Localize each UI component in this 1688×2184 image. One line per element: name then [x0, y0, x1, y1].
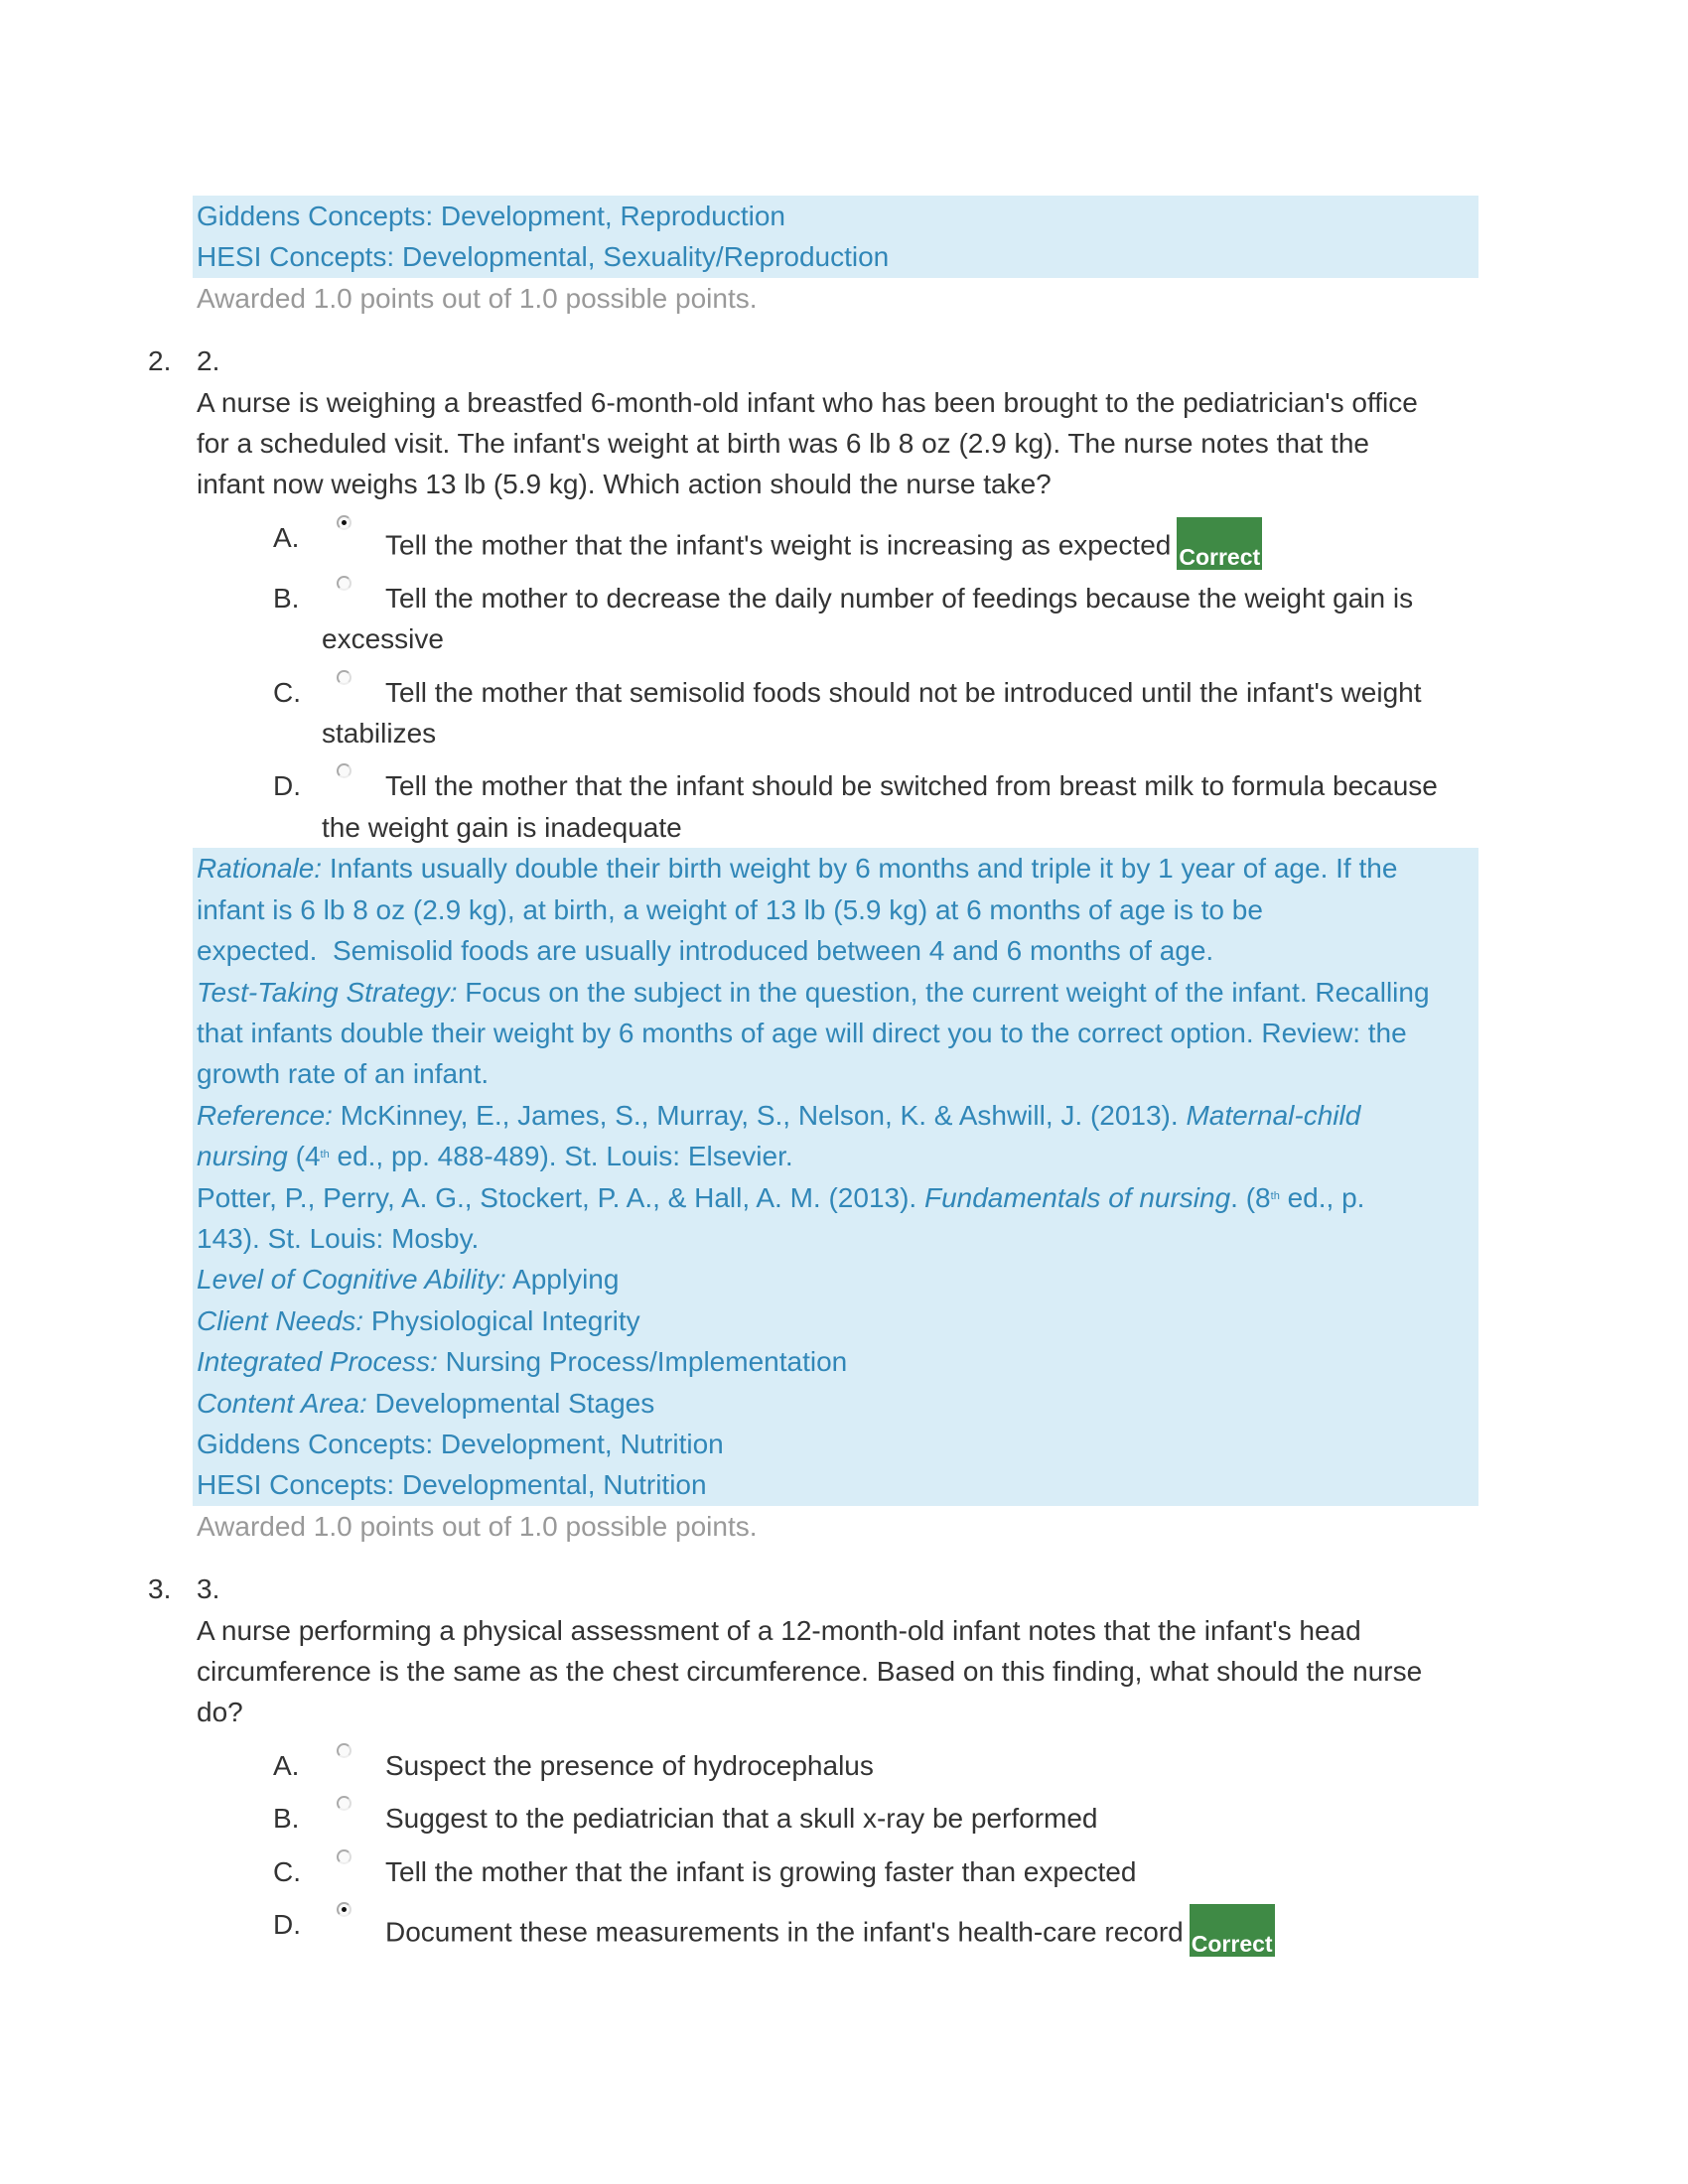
option-text — [322, 672, 1478, 713]
feedback-line — [197, 1095, 1475, 1136]
feedback-line — [197, 1341, 1475, 1382]
correct-badge: Correct — [1177, 517, 1262, 570]
option-letter: A. — [273, 521, 300, 553]
feedback-line — [197, 1424, 1475, 1464]
feedback-line — [197, 930, 1475, 971]
option-letter: D. — [273, 770, 301, 802]
feedback-text: th — [1270, 1189, 1280, 1202]
option-text — [322, 765, 1478, 806]
option-text-segment: Tell the mother to decrease the daily number of feedings because the weight gain is — [385, 582, 1414, 614]
option-text — [322, 618, 1478, 659]
feedback-line — [197, 848, 1475, 888]
radio-unselected-icon[interactable] — [337, 576, 352, 591]
feedback-text: growth rate of an infant. — [197, 1058, 490, 1090]
answer-option[interactable] — [193, 1798, 1478, 1839]
option-text — [322, 807, 1478, 848]
option-text — [322, 1798, 1478, 1839]
option-text-segment: Tell the mother that the infant's weight is increasing as expected — [385, 529, 1172, 561]
feedback-text: that infants double their weight by 6 months of age will direct you to the correct option. Review: the — [197, 1017, 1407, 1048]
answer-option[interactable] — [193, 578, 1478, 660]
question-stem-line: A nurse is weighing a breastfed 6-month-old infant who has been brought to the pediatrician's office — [197, 386, 1418, 418]
feedback-text: Nursing Process/Implementation — [437, 1346, 848, 1378]
feedback-line — [197, 1383, 1475, 1424]
feedback-label: Test-Taking Strategy: — [197, 976, 458, 1008]
feedback-line — [197, 1464, 1475, 1505]
question-number: 2. — [197, 345, 220, 377]
option-text — [322, 578, 1478, 618]
feedback-line — [197, 1218, 1475, 1259]
question-stem-line: circumference is the same as the chest circumference. Based on this finding, what should the nurse — [197, 1656, 1423, 1687]
feedback-label: Client Needs: — [197, 1304, 364, 1336]
radio-unselected-icon[interactable] — [337, 670, 352, 685]
option-text-segment: Suggest to the pediatrician that a skull x-ray be performed — [385, 1803, 1098, 1835]
option-text-segment: stabilizes — [322, 718, 437, 750]
feedback-text: McKinney, E., James, S., Murray, S., Nelson, K. & Ashwill, J. (2013). — [332, 1099, 1187, 1131]
question — [148, 341, 1478, 505]
option-text — [322, 1904, 1478, 1958]
feedback-line — [197, 1013, 1475, 1053]
answer-option[interactable] — [193, 672, 1478, 754]
option-letter: D. — [273, 1909, 301, 1941]
question-list-number: 2. — [148, 345, 172, 377]
question-stem-line: A nurse performing a physical assessment of a 12-month-old infant notes that the infant's head — [197, 1614, 1361, 1646]
radio-selected-icon[interactable] — [337, 515, 352, 530]
feedback-text: Giddens Concepts: Development, Nutrition — [197, 1428, 724, 1459]
feedback-box — [193, 848, 1478, 1506]
feedback-line — [197, 1300, 1475, 1341]
option-text — [322, 1851, 1478, 1892]
feedback-line — [197, 1177, 1475, 1218]
question-stem-line: for a scheduled visit. The infant's weight at birth was 6 lb 8 oz (2.9 kg). The nurse notes that the — [197, 428, 1369, 460]
feedback-label: nursing — [197, 1141, 288, 1172]
question-stem-line: infant now weighs 13 lb (5.9 kg). Which action should the nurse take? — [197, 469, 1052, 500]
feedback-text: HESI Concepts: Developmental, Nutrition — [197, 1469, 707, 1501]
feedback-label: Integrated Process: — [197, 1346, 438, 1378]
feedback-line — [197, 889, 1475, 930]
feedback-text: Infants usually double their birth weight by 6 months and triple it by 1 year of age. If the — [322, 853, 1398, 885]
feedback-text: infant is 6 lb 8 oz (2.9 kg), at birth, a weight of 13 lb (5.9 kg) at 6 months of age is to be — [197, 893, 1263, 925]
feedback-text: Potter, P., Perry, A. G., Stockert, P. A., & Hall, A. M. (2013). — [197, 1181, 924, 1213]
feedback-text: . (8 — [1230, 1181, 1271, 1213]
feedback-label: Content Area: — [197, 1387, 367, 1419]
feedback-line — [197, 236, 1475, 277]
feedback-label: Maternal-child — [1186, 1099, 1361, 1131]
feedback-text: Giddens Concepts: Development, Reproduction — [197, 201, 786, 231]
feedback-text: ed., p. — [1279, 1181, 1365, 1213]
awarded-points: Awarded 1.0 points out of 1.0 possible points. — [197, 282, 758, 314]
feedback-line — [197, 1053, 1475, 1094]
option-letter: C. — [273, 676, 301, 708]
feedback-label: Reference: — [197, 1099, 333, 1131]
answer-option[interactable] — [193, 517, 1478, 570]
radio-selected-icon[interactable] — [337, 1902, 352, 1917]
option-letter: B. — [273, 582, 300, 614]
question-stem-line: do? — [197, 1697, 243, 1728]
option-text-segment: Tell the mother that the infant is growing faster than expected — [385, 1855, 1137, 1887]
feedback-text: th — [320, 1149, 330, 1161]
answer-option[interactable] — [193, 765, 1478, 848]
option-letter: A. — [273, 1749, 300, 1781]
option-text — [322, 1745, 1478, 1786]
option-text-segment: Tell the mother that the infant should be switched from breast milk to formula because — [385, 770, 1438, 802]
question-number: 3. — [197, 1573, 220, 1605]
feedback-text: Applying — [505, 1264, 620, 1296]
feedback-label: Level of Cognitive Ability: — [197, 1264, 506, 1296]
option-text-segment: excessive — [322, 623, 444, 655]
radio-unselected-icon[interactable] — [337, 1849, 352, 1864]
feedback-text: (4 — [287, 1141, 321, 1172]
feedback-line — [197, 1259, 1475, 1299]
option-letter: C. — [273, 1855, 301, 1887]
feedback-text: expected. Semisolid foods are usually introduced between 4 and 6 months of age. — [197, 935, 1214, 967]
correct-badge: Correct — [1190, 1904, 1275, 1957]
answer-option[interactable] — [193, 1851, 1478, 1892]
feedback-text: 143). St. Louis: Mosby. — [197, 1222, 480, 1254]
question — [148, 1569, 1478, 1733]
feedback-label: Fundamentals of nursing — [923, 1181, 1231, 1213]
option-text-segment: Tell the mother that semisolid foods should not be introduced until the infant's weight — [385, 676, 1422, 708]
radio-unselected-icon[interactable] — [337, 1743, 352, 1758]
option-letter: B. — [273, 1803, 300, 1835]
awarded-points: Awarded 1.0 points out of 1.0 possible points. — [197, 1510, 758, 1542]
feedback-text: HESI Concepts: Developmental, Sexuality/Reproduction — [197, 241, 890, 273]
option-text-segment: Suspect the presence of hydrocephalus — [385, 1749, 874, 1781]
feedback-line — [197, 196, 1475, 236]
feedback-text: Focus on the subject in the question, the current weight of the infant. Recalling — [457, 976, 1430, 1008]
question-list-number: 3. — [148, 1573, 172, 1605]
quiz-results — [148, 196, 1478, 1958]
option-text-segment: the weight gain is inadequate — [322, 811, 682, 843]
feedback-text: Developmental Stages — [366, 1387, 655, 1419]
option-text-segment: Document these measurements in the infant's health-care record — [385, 1916, 1184, 1948]
answer-option[interactable] — [193, 1904, 1478, 1958]
option-text — [322, 517, 1478, 570]
feedback-box — [193, 196, 1478, 278]
feedback-text: Physiological Integrity — [363, 1304, 640, 1336]
feedback-text: ed., pp. 488-489). St. Louis: Elsevier. — [329, 1141, 793, 1172]
option-text — [322, 713, 1478, 753]
feedback-line — [197, 972, 1475, 1013]
feedback-label: Rationale: — [197, 853, 323, 885]
answer-option[interactable] — [193, 1745, 1478, 1786]
feedback-line — [197, 1136, 1475, 1176]
